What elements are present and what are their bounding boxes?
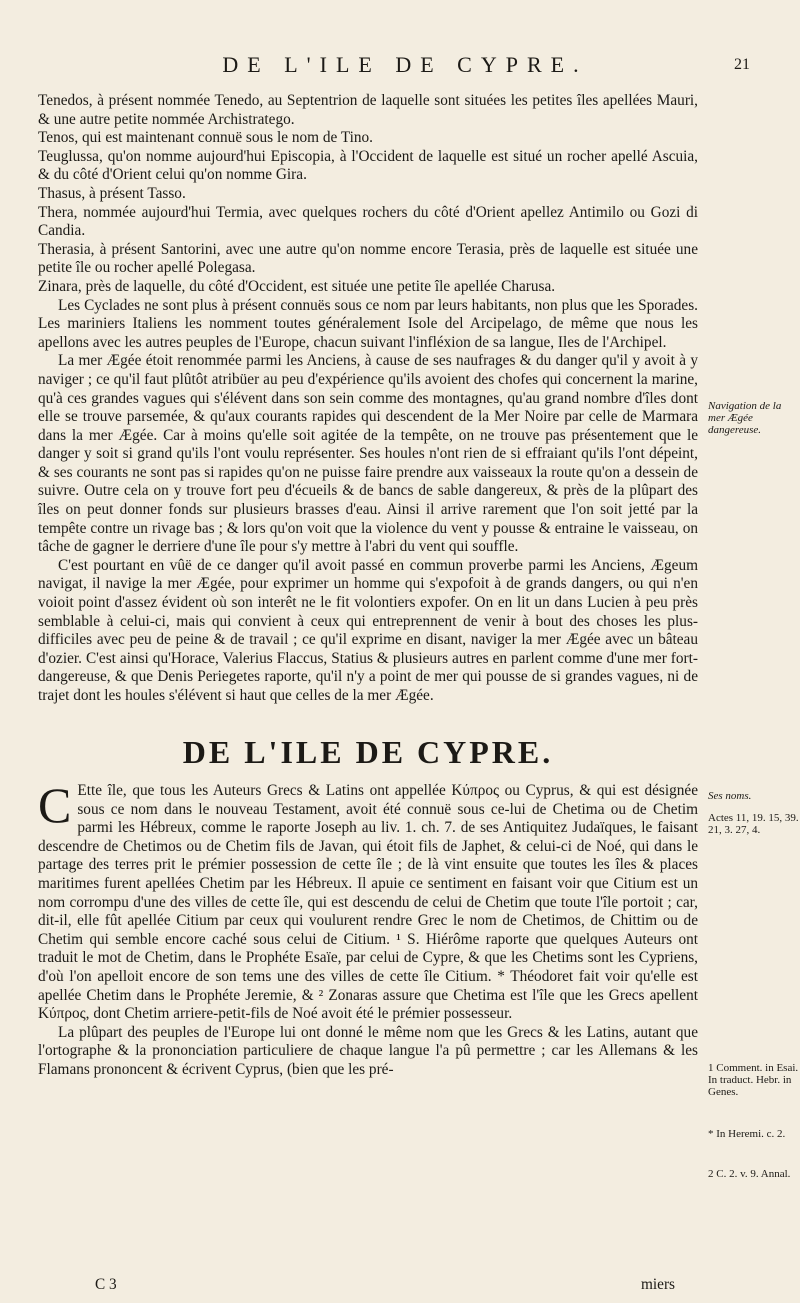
entry-therasia: Therasia, à présent Santorini, avec une autre qu'on nomme encore Terasia, près de laquelle est située une petite île ou rocher apellé Polegasa. [38, 240, 698, 277]
cyprus-section [38, 777, 698, 1080]
proverb-paragraph: C'est pourtant en vûë de ce danger qu'il avoit passé en commun proverbe parmi les Anciens, Ægeum navigat, il navige la mer Ægée, pour exprimer un homme qui s'expofoit à de grands dangers, ou qui n'en voioit point d'assez évident où son interêt ne le fit volontiers expofer. On en lit un dans Lucien à peu près semblable à celui-ci, mais qui convient à ceux qui entreprennent de venir à bout des choses les plus-difficiles avec peu de peine & de travail ; ce qu'il exprime en disant, naviger la mer Ægée avec un bâteau d'ozier. C'est ainsi qu'Horace, Valerius Flaccus, Statius & plusieurs autres en parlent comme d'une mer fort-dangereuse, & que Denis Periegetes raporte, qu'il n'y a point de mer qui pousse de si grandes vagues, ni de trajet dont les houles s'élévent si haut que celles de la mer Ægée. [38, 556, 698, 704]
drop-cap: C [38, 777, 72, 833]
margin-note-navigation: Navigation de la mer Ægée dangereuse. [708, 400, 782, 436]
margin-note-refs2: 1 Comment. in Esai. In traduct. Hebr. in Genes. [708, 1062, 799, 1098]
entry-thasus: Thasus, à présent Tasso. [38, 184, 186, 202]
cyprus-paragraph-2: La plûpart des peuples de l'Europe lui ont donné le même nom que les Grecs & les Latins, autant que l'ortographe & la prononciation particuliere de chaque langue l'a pû permettre ; car les Allemans & les Flamans prononcent & écrivent Cyprus, (bien que les pré- [38, 1023, 698, 1078]
aegean-paragraph: La mer Ægée étoit renommée parmi les Anciens, à cause de ses naufrages & du danger qu'il y avoit à y naviger ; ce qu'il faut plûtôt atribüer au peu d'expérience qu'ils avoient des chofes qui concernent la marine, qu'à ces grandes vagues qui s'élévent dans son sein comme des montagnes, qu'au grand nombre d'îles dont elle se trouve parsemée, & qu'aux courants rapides qui descendent de la Mer Noire par celle de Marmara dans la mer Ægée. Car à moins qu'elle soit agitée de la tempête, on ne trouve pas présentement que le danger y soit si grand qu'ils l'ont voulu représenter. Ses houles n'ont rien de si effraiant qu'ils l'ont dépeint, & ses courants ne sont pas si rapides qu'on ne puisse faire prendre aux vaisseaux la route qu'on a dessein de suivre. Outre cela on y trouve fort peu d'écueils & de bancs de sable dangereux, & près de la plûpart des îles on peut donner fonds sur plusieurs brasses d'eau. Ainsi il arrive rarement que l'on soit jetté par la tempête contre un rivage bas ; & lors qu'on voit que la violence du vent y pousse & entraine le vaisseau, on tâche de gagner le derriere d'une île pour s'y mettre à l'abri du vent qui souffle. [38, 352, 698, 556]
catchword: miers [641, 1276, 675, 1293]
section-title: DE L'ILE DE CYPRE. [182, 734, 554, 770]
island-list [38, 92, 698, 706]
entry-tenos: Tenos, qui est maintenant connuë sous le nom de Tino. [38, 129, 374, 147]
running-title: DE L'ILE DE CYPRE. [222, 52, 588, 77]
entry-zinara: Zinara, près de laquelle, du côté d'Occident, est située une petite île apellée Charusa. [38, 277, 556, 295]
margin-note-refs1: Actes 11, 19. 15, 39. 21, 3. 27, 4. [708, 812, 799, 836]
entry-teuglussa: Teuglussa, qu'on nomme aujourd'hui Episcopia, à l'Occident de laquelle est situé un rocher apellé Ascuia, & du côté d'Orient celui qu'on nomme Gira. [38, 147, 698, 184]
signature-mark: C 3 [95, 1276, 117, 1293]
cyprus-paragraph: Ette île, que tous les Auteurs Grecs & Latins ont appellée Κύπρος ou Cyprus, & qui est désignée sous ce nom dans le nouveau Testament, avoit été connuë sous ce-lui de Chetima ou de Chetim parmi les Hébreux, comme le raporte Joseph au liv. 1. ch. 7. de ses Antiquitez Judaïques, le faisant descendre de Chetimos ou de Chetim fils de Javan, qui étoit fils de Japhet, & celui-ci de Noé, qui dans le partage des terres prit le prémier possession de cette île ; de là vint ensuite que toutes les îles & places maritimes furent apellées Chetim par les Hébreux. Il apuie ce sentiment en faisant voir que Citium est un nom corrompu d'une des villes de cette île, qui est descendu de celui de Chetim que toute l'île portoit ; car, dit-il, elle fût apellée Citium par ceux qui voulurent rendre Grec le nom de Chetimos, de Chittim ou de Chetim qui semble encore caché sous celui de Citium. ¹ S. Hiérôme raporte que quelques Auteurs ont traduit le mot de Chetim, dans le Prophéte Esaïe, par celui de Cypre, & que les Chetims sont les Cypriens, d'où l'on apelloit encore de son tems une des villes de cette île Citium. * Théodoret fait voir qu'elle est apellée Chetim dans le Prophéte Jeremie, & ² Zonaras assure que Chetima est l'île que les Grecs apellent Κύπρος, dont Chetim arriere-petit-fils de Noé avoit été le prémier possesseur. [38, 782, 698, 1023]
page-header [60, 52, 750, 86]
margin-note-ses-noms: Ses noms. [708, 790, 752, 802]
page-number: 21 [734, 56, 750, 73]
margin-note-refs4: 2 C. 2. v. 9. Annal. [708, 1168, 791, 1180]
margin-note-refs3: * In Heremi. c. 2. [708, 1128, 786, 1140]
entry-thera: Thera, nommée aujourd'hui Termia, avec quelques rochers du côté d'Orient apellez Antimilo ou Gozi di Candia. [38, 203, 698, 240]
entry-tenedos: Tenedos, à présent nommée Tenedo, au Septentrion de laquelle sont situées les petites îles apellées Mauri, & une autre petite nommée Archistratego. [38, 92, 698, 128]
cyclades-paragraph: Les Cyclades ne sont plus à présent connuës sous ce nom par leurs habitants, non plus que les Sporades. Les mariniers Italiens les nomment toutes généralement Isole del Arcipelago, de même que nous les apellons avec les autres peuples de l'Europe, chacun suivant l'infléxion de sa langue, Iles de l'Archipel. [38, 296, 698, 351]
